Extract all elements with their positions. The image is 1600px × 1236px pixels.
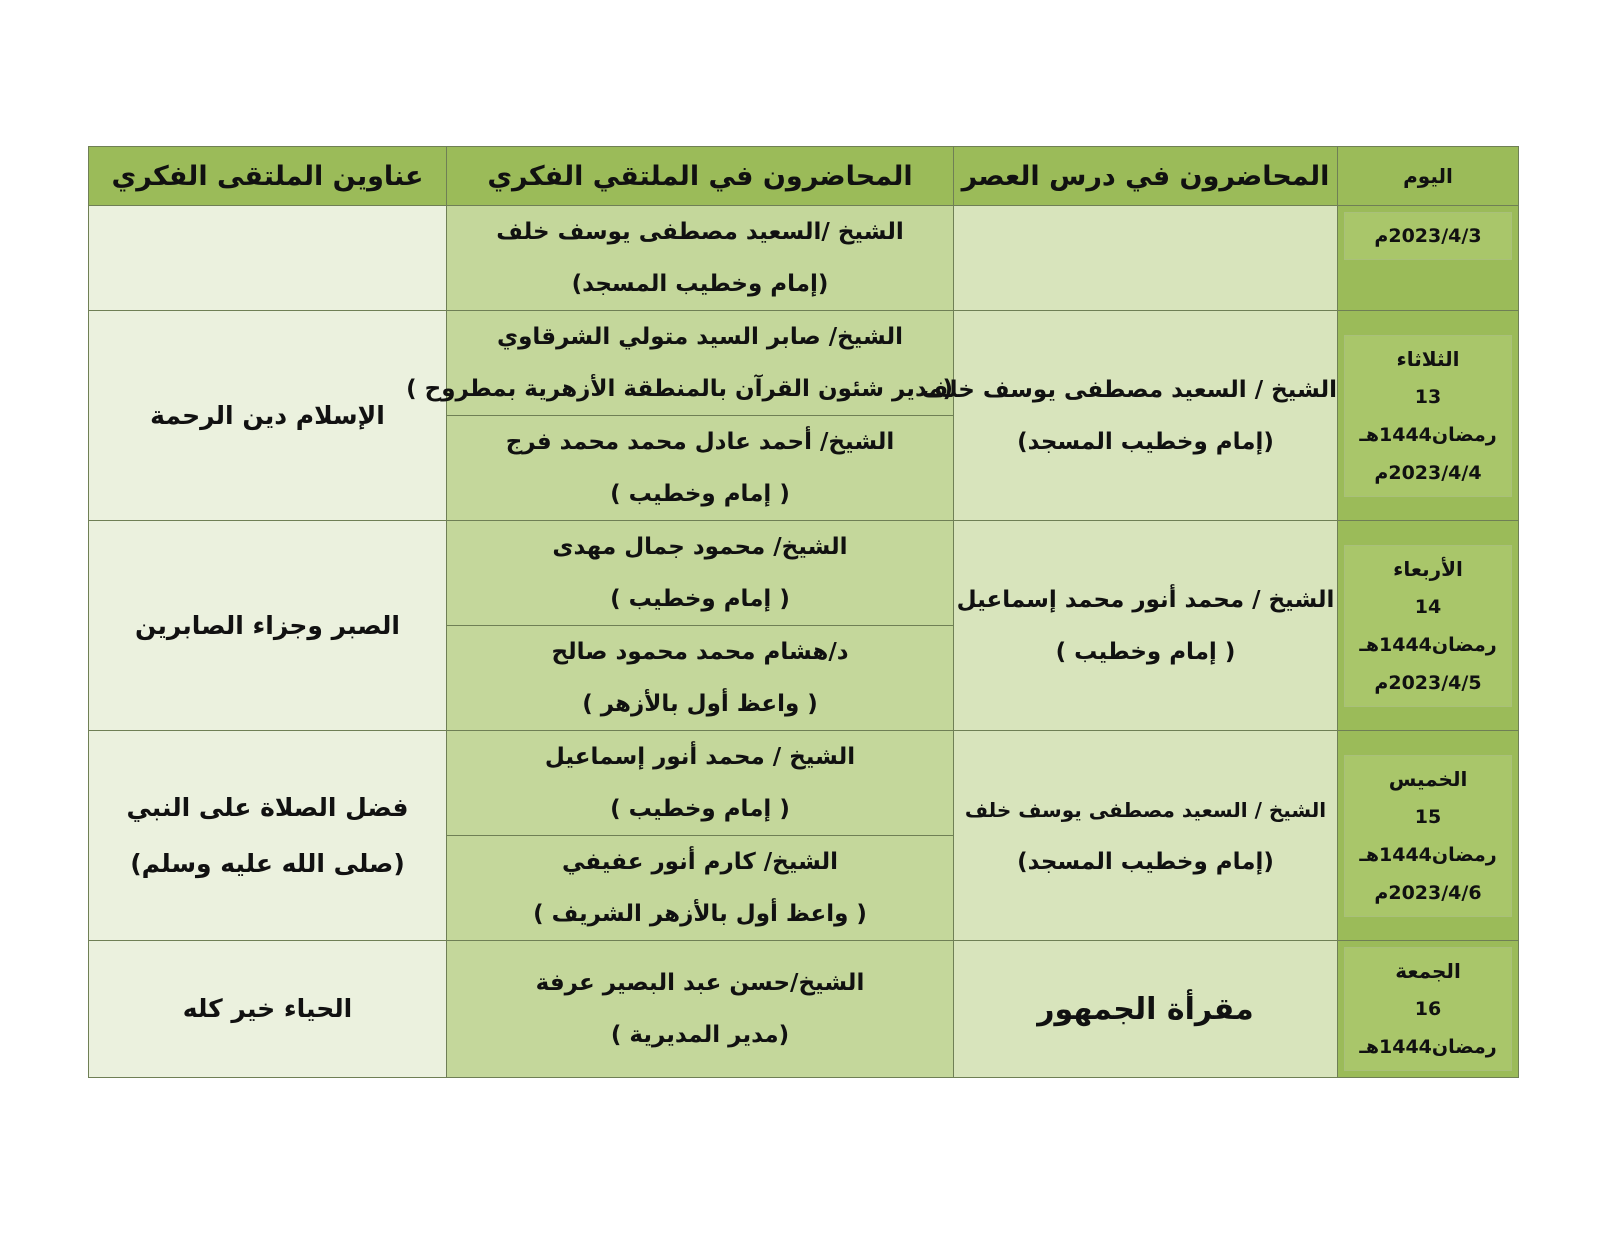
- title-cell: الإسلام دين الرحمة: [89, 311, 447, 521]
- asr-name: الشيخ / محمد أنور محمد إسماعيل: [956, 586, 1335, 613]
- day-box: [1344, 212, 1512, 260]
- lecturer-cell: [447, 941, 954, 1078]
- day-hijri: 16 رمضان1444هـ: [1359, 998, 1497, 1058]
- lecturer-name: الشيخ/ صابر السيد متولي الشرقاوي: [497, 324, 903, 350]
- lecturer-role: ( واعظ أول بالأزهر ): [582, 691, 818, 717]
- lecturer-role: (مدير المديرية ): [610, 1022, 790, 1048]
- day-date: 2023/4/4م: [1374, 461, 1482, 484]
- day-cell: [1338, 206, 1519, 311]
- table-row: [89, 941, 1519, 1078]
- lecturer-name: الشيخ/حسن عبد البصير عرفة: [535, 970, 865, 996]
- title-cell: فضل الصلاة على النبي (صلى الله عليه وسلم): [89, 731, 447, 941]
- asr-role: (إمام وخطيب المسجد): [1017, 848, 1274, 875]
- lecturer-name: الشيخ/ محمود جمال مهدى: [552, 534, 848, 560]
- asr-role: (إمام وخطيب المسجد): [1017, 428, 1274, 455]
- title-cell: الصبر وجزاء الصابرين: [89, 521, 447, 731]
- asr-name: مقرأة الجمهور: [1037, 991, 1254, 1027]
- asr-cell: [921, 311, 1338, 521]
- day-name: الجمعة: [1395, 959, 1461, 983]
- schedule-table: [88, 146, 1519, 1078]
- day-date: 2023/4/6م: [1374, 881, 1482, 904]
- day-cell: [1338, 521, 1519, 731]
- day-name: الأربعاء: [1393, 556, 1463, 581]
- table-row: [89, 521, 1519, 626]
- lecturer-name: الشيخ /السعيد مصطفى يوسف خلف: [496, 219, 904, 245]
- header-lecturers: المحاضرون في الملتقي الفكري: [447, 147, 954, 206]
- lecturer-name: د/هشام محمد محمود صالح: [551, 639, 849, 665]
- lecturer-role: (إمام وخطيب المسجد): [571, 271, 829, 297]
- lecturer-cell: [447, 626, 954, 731]
- header-asr: المحاضرون في درس العصر: [954, 147, 1338, 206]
- asr-name: الشيخ / السعيد مصطفى يوسف خلف: [921, 376, 1337, 403]
- day-hijri: 15 رمضان1444هـ: [1359, 805, 1497, 866]
- header-row: [89, 147, 1519, 206]
- table-row: [89, 206, 1519, 311]
- lecturer-name: الشيخ / محمد أنور إسماعيل: [544, 744, 856, 770]
- lecturer-role: (مدير شئون القرآن بالمنطقة الأزهرية بمطروح ): [406, 376, 953, 402]
- lecturer-cell: [406, 311, 954, 416]
- lecturer-name: الشيخ/ أحمد عادل محمد محمد فرج: [505, 429, 895, 455]
- lecturer-role: ( إمام وخطيب ): [610, 796, 790, 822]
- lecturer-cell: [447, 416, 954, 521]
- lecturer-cell: [447, 521, 954, 626]
- header-titles: عناوين الملتقى الفكري: [89, 147, 447, 206]
- asr-cell: [954, 731, 1338, 941]
- day-cell: [1338, 731, 1519, 941]
- day-box: [1344, 335, 1512, 497]
- day-box: [1344, 545, 1512, 707]
- asr-role: ( إمام وخطيب ): [1055, 638, 1236, 665]
- title-cell: الحياء خير كله: [89, 941, 447, 1078]
- asr-cell: [954, 521, 1338, 731]
- day-date: 2023/4/5م: [1374, 671, 1482, 694]
- lecturer-cell: [447, 836, 954, 941]
- day-box: [1344, 947, 1512, 1071]
- asr-cell: [954, 206, 1338, 311]
- lecturer-role: ( واعظ أول بالأزهر الشريف ): [533, 901, 867, 927]
- day-hijri: 14 رمضان1444هـ: [1359, 595, 1497, 656]
- lecturer-role: ( إمام وخطيب ): [610, 481, 790, 507]
- table-row: [89, 731, 1519, 836]
- asr-name: الشيخ / السعيد مصطفى يوسف خلف: [964, 797, 1327, 822]
- day-hijri: 13 رمضان1444هـ: [1359, 385, 1497, 446]
- asr-cell: [954, 941, 1338, 1078]
- lecturer-name: الشيخ/ كارم أنور عفيفي: [561, 849, 839, 875]
- table-row: [89, 311, 1519, 416]
- day-cell: [1338, 311, 1519, 521]
- lecturer-cell: [447, 731, 954, 836]
- title-cell: [89, 206, 447, 311]
- header-day: اليوم: [1338, 147, 1519, 206]
- lecturer-role: ( إمام وخطيب ): [610, 586, 790, 612]
- lecturer-cell: [447, 206, 954, 311]
- day-date: 2023/4/3م: [1374, 225, 1482, 247]
- day-name: الخميس: [1388, 766, 1468, 791]
- day-name: الثلاثاء: [1396, 346, 1460, 371]
- day-box: [1344, 755, 1512, 917]
- day-cell: [1338, 941, 1519, 1078]
